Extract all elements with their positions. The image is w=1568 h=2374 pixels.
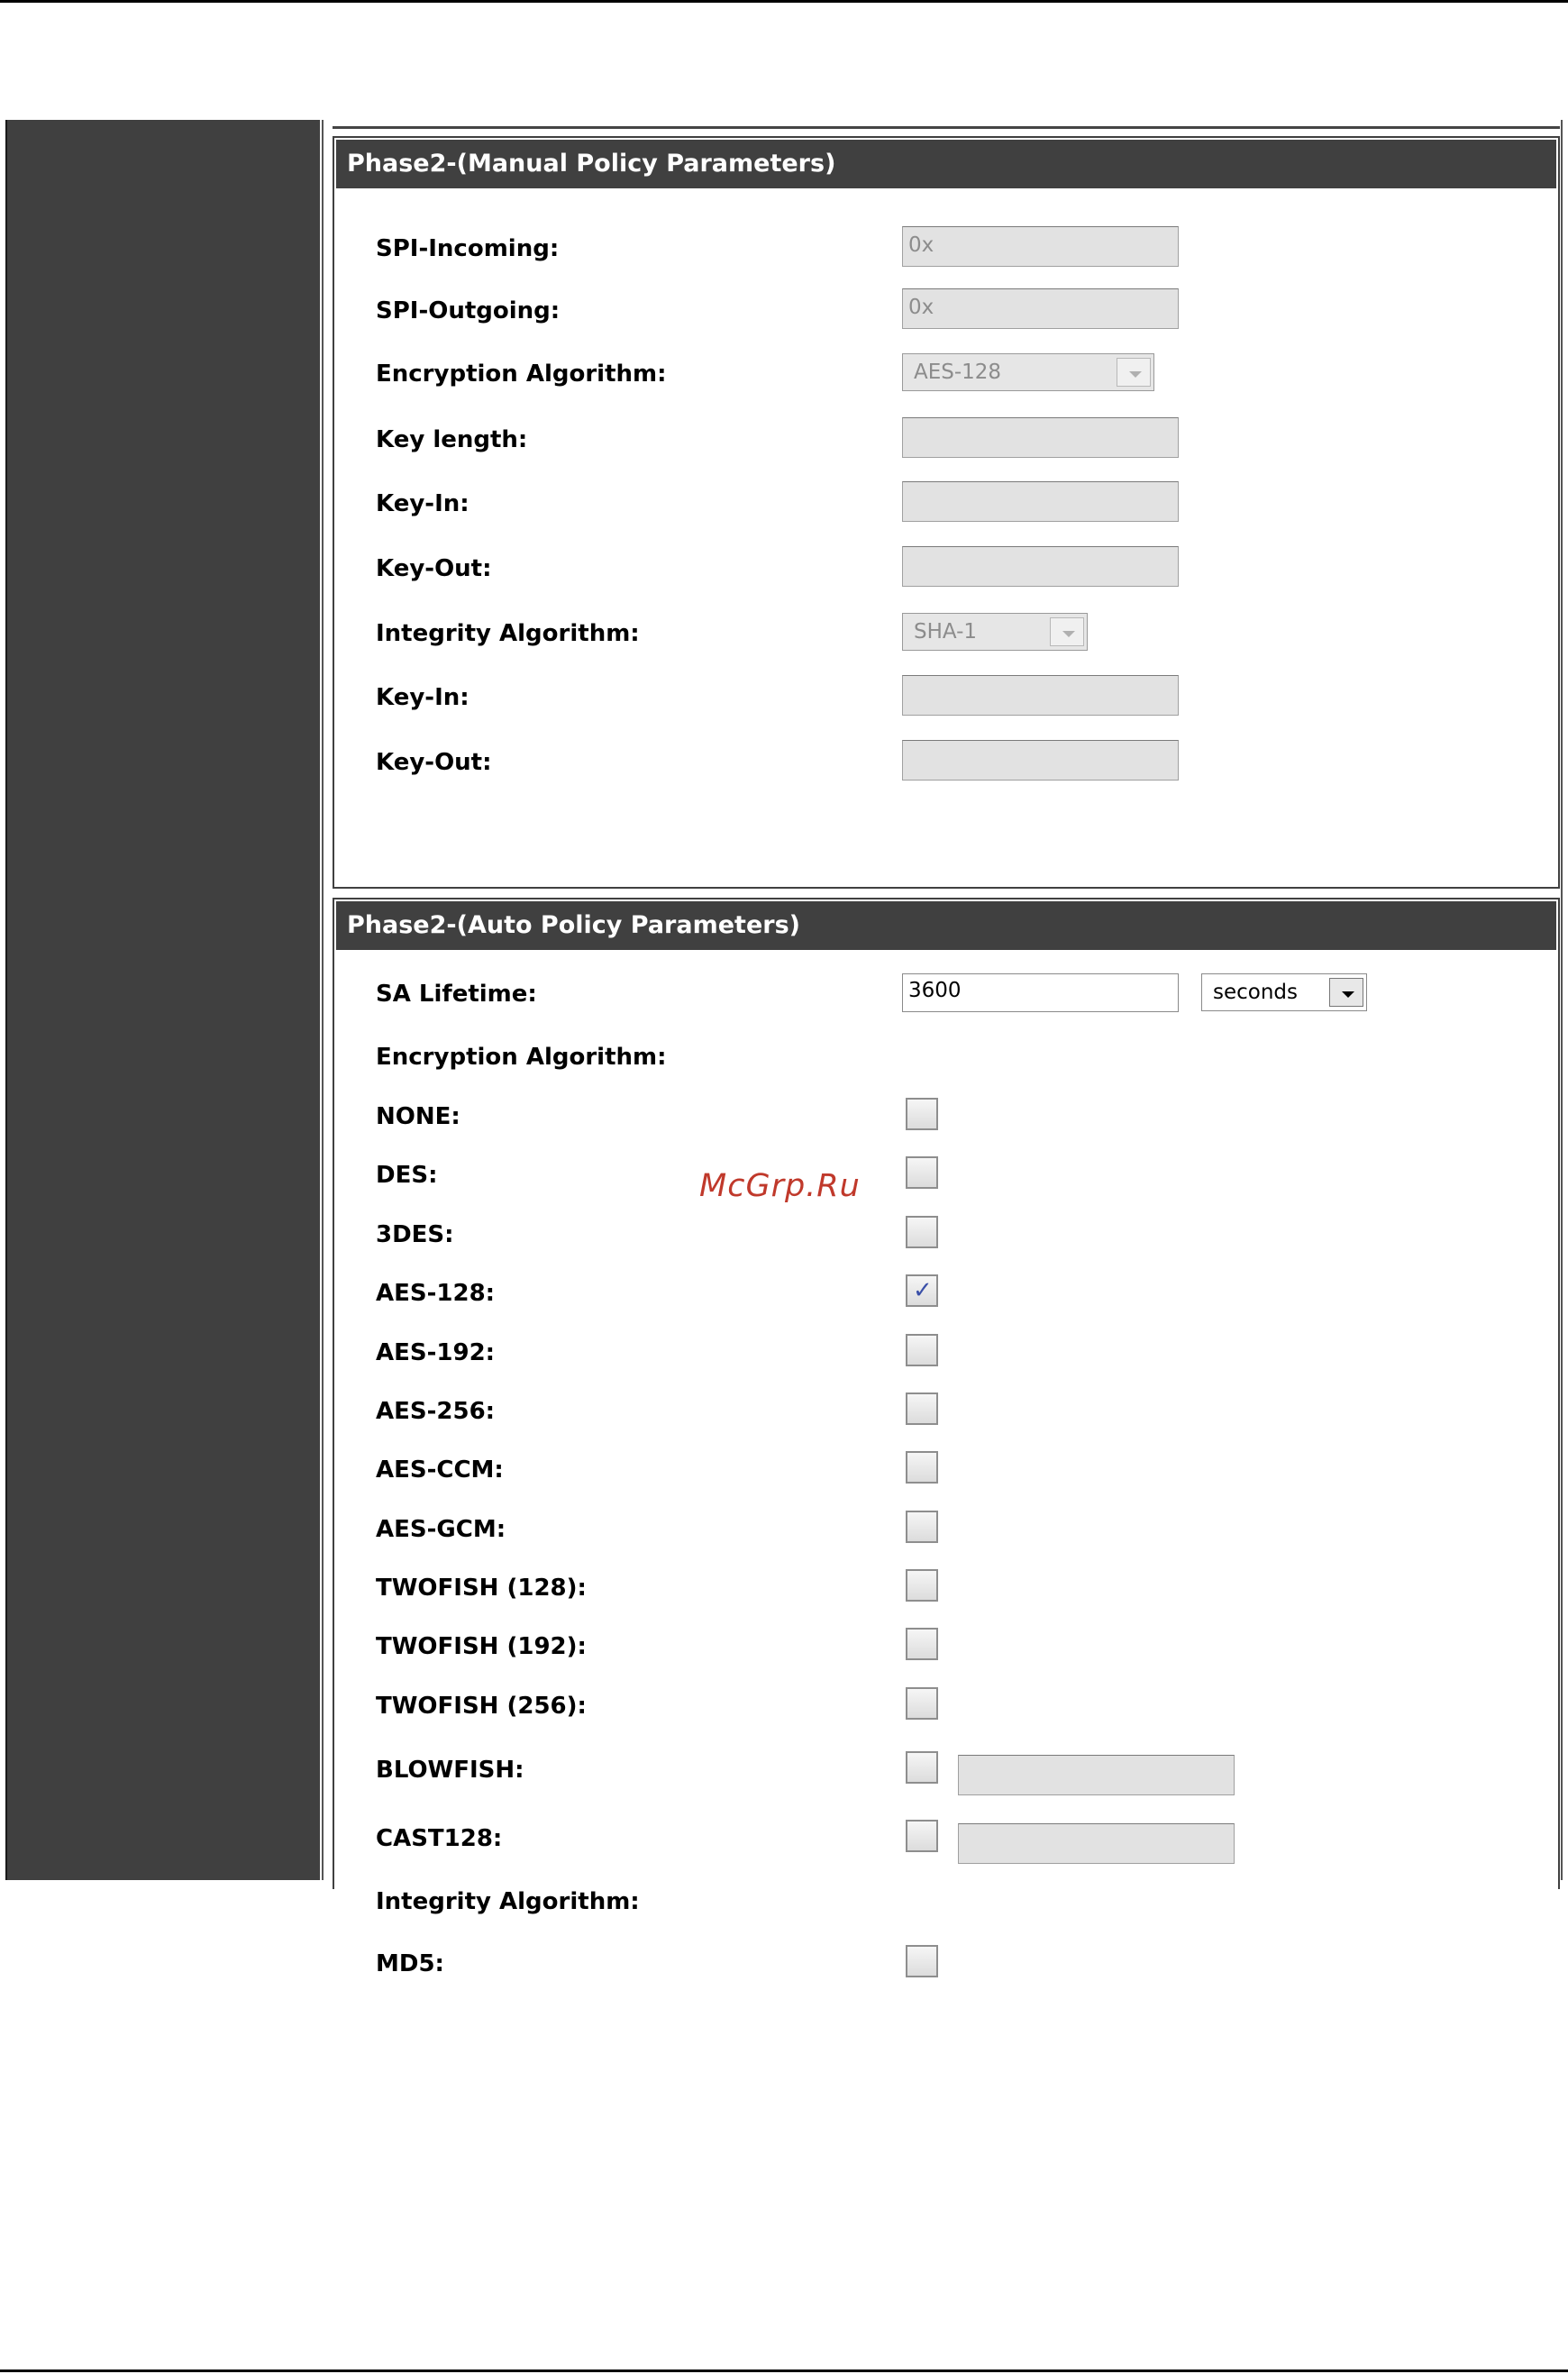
option-checkbox[interactable] [906, 1334, 938, 1366]
option-label: NONE: [376, 1103, 460, 1130]
option-label: 3DES: [376, 1221, 454, 1248]
bottom-rule [0, 2369, 1568, 2372]
sa-lifetime-input[interactable]: 3600 [902, 973, 1179, 1012]
sa-lifetime-label: SA Lifetime: [376, 981, 537, 1008]
option-checkbox[interactable] [906, 1511, 938, 1543]
option-checkbox[interactable] [906, 1156, 938, 1189]
integrity-key-in-input[interactable] [902, 675, 1179, 716]
checkmark-icon: ✓ [913, 1277, 933, 1304]
option-checkbox[interactable] [906, 1569, 938, 1602]
option-label: TWOFISH (192): [376, 1633, 587, 1660]
key-out-label: Key-Out: [376, 555, 492, 582]
option-label: TWOFISH (256): [376, 1693, 587, 1720]
option-label: DES: [376, 1162, 438, 1189]
option-label: AES-192: [376, 1339, 496, 1366]
option-label: CAST128: [376, 1825, 503, 1852]
auto-policy-header: Phase2-(Auto Policy Parameters) [336, 901, 1556, 950]
spi-incoming-label: SPI-Incoming: [376, 235, 560, 262]
spi-outgoing-label: SPI-Outgoing: [376, 297, 561, 324]
integrity-key-out-label: Key-Out: [376, 749, 492, 776]
option-label: BLOWFISH: [376, 1757, 524, 1784]
integrity-algorithm-value: SHA-1 [914, 620, 978, 644]
key-in-input[interactable] [902, 481, 1179, 522]
key-length-input[interactable] [902, 417, 1179, 458]
chevron-down-icon[interactable] [1050, 617, 1084, 646]
option-key-length-input[interactable] [958, 1823, 1235, 1864]
spi-incoming-input[interactable]: 0x [902, 226, 1179, 267]
chevron-down-icon[interactable] [1117, 358, 1151, 387]
manual-policy-panel [333, 136, 1560, 889]
integrity-key-in-label: Key-In: [376, 684, 469, 711]
option-label: MD5: [376, 1950, 444, 1977]
manual-policy-header: Phase2-(Manual Policy Parameters) [336, 140, 1556, 188]
option-checkbox[interactable] [906, 1451, 938, 1484]
option-checkbox[interactable] [906, 1098, 938, 1130]
option-checkbox[interactable] [906, 1216, 938, 1248]
option-key-length-input[interactable] [958, 1755, 1235, 1795]
integrity-algorithm-label: Integrity Algorithm: [376, 620, 640, 647]
key-length-label: Key length: [376, 426, 528, 453]
option-label: AES-CCM: [376, 1456, 504, 1484]
sidebar [5, 120, 320, 1880]
option-label: AES-GCM: [376, 1516, 506, 1543]
option-checkbox[interactable] [906, 1751, 938, 1784]
option-label: AES-128: [376, 1280, 496, 1307]
sa-lifetime-unit-select[interactable] [1201, 973, 1367, 1011]
option-checkbox[interactable] [906, 1392, 938, 1425]
auto-policy-panel [333, 898, 1560, 1977]
top-rule [0, 0, 1568, 3]
encryption-algorithm-value: AES-128 [914, 361, 1002, 384]
content-area [322, 120, 1563, 1977]
option-checkbox[interactable] [906, 1274, 938, 1307]
option-checkbox[interactable] [906, 1687, 938, 1720]
key-out-input[interactable] [902, 546, 1179, 587]
option-checkbox[interactable] [906, 1820, 938, 1852]
integrity-key-out-input[interactable] [902, 740, 1179, 781]
integrity-heading: Integrity Algorithm: [376, 1888, 640, 1915]
option-label: AES-256: [376, 1398, 496, 1425]
encryption-heading: Encryption Algorithm: [376, 1044, 667, 1071]
previous-panel-edge [333, 126, 1560, 129]
sa-lifetime-unit-value: seconds [1213, 981, 1299, 1004]
option-checkbox[interactable] [906, 1628, 938, 1660]
watermark: McGrp.Ru [699, 1168, 861, 1204]
chevron-down-icon[interactable] [1329, 978, 1363, 1007]
key-in-label: Key-In: [376, 490, 469, 517]
option-checkbox[interactable] [906, 1945, 938, 1977]
option-label: TWOFISH (128): [376, 1575, 587, 1602]
integrity-algorithm-select[interactable] [902, 613, 1088, 651]
encryption-algorithm-label: Encryption Algorithm: [376, 361, 667, 388]
spi-outgoing-input[interactable]: 0x [902, 288, 1179, 329]
encryption-algorithm-select[interactable] [902, 353, 1154, 391]
